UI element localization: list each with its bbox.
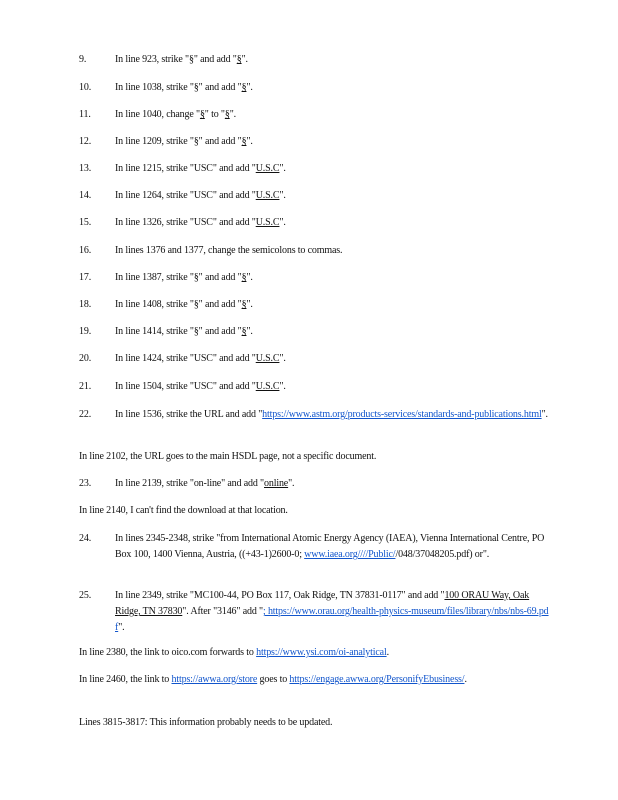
item-text: In line 923, strike "§" and add "§". [115, 54, 248, 65]
item-number: 12. [79, 136, 92, 147]
note-paragraph: In line 2102, the URL goes to the main HSDL page, not a specific document. [79, 451, 377, 462]
item-number: 11. [79, 109, 91, 120]
list-item [79, 215, 549, 231]
orau-link[interactable]: ; https://www.orau.org/health-physics-museum/files/library/nbs/nbs-69.pdf [115, 606, 549, 633]
note-paragraph: In line 2460, the link to https://awwa.org/store goes to https://engage.awwa.org/PersonifyEbusiness/. [79, 674, 467, 685]
inserted-text: U.S.C [255, 163, 280, 174]
item-text: In line 1038, strike "§" and add "§". [115, 82, 253, 93]
inserted-text: online [264, 478, 289, 489]
list-item [79, 270, 549, 286]
item-text: In line 2349, strike "MC100-44, PO Box 117, Oak Ridge, TN 37831-0117" and add "100 ORAU Way, Oak Ridge, TN 37830". After "3146" add "; https://www.orau.org/health-physics-museum/files/library/nbs/nbs-69.pdf". [115, 590, 549, 633]
item-number: 23. [79, 478, 92, 489]
item-number: 19. [79, 326, 92, 337]
inserted-text: § [241, 82, 247, 93]
item-number: 21. [79, 381, 92, 392]
inserted-text: § [241, 299, 247, 310]
list-item [79, 80, 549, 96]
item-number: 22. [79, 409, 92, 420]
list-item [79, 588, 549, 636]
item-number: 15. [79, 217, 92, 228]
item-text: In lines 2345-2348, strike "from International Atomic Energy Agency (IAEA), Vienna International Centre, PO Box 100, 1400 Vienna, Austria, ((+43-1)2600-0; www.iaea.org////Public//048/37048205.pdf) or". [115, 533, 545, 560]
item-text: In line 1209, strike "§" and add "§". [115, 136, 253, 147]
item-text: In line 1387, strike "§" and add "§". [115, 272, 253, 283]
item-text: In line 1414, strike "§" and add "§". [115, 326, 253, 337]
note-paragraph: Lines 3815-3817: This information probably needs to be updated. [79, 717, 333, 728]
item-text: In line 1326, strike "USC" and add "U.S.C". [115, 217, 286, 228]
item-text: In line 1264, strike "USC" and add "U.S.C". [115, 190, 286, 201]
inserted-text: U.S.C [255, 190, 280, 201]
list-item [79, 407, 549, 423]
note-paragraph: In line 2140, I can't find the download at that location. [79, 505, 288, 516]
inserted-text: § [224, 109, 230, 120]
awwa-store-link[interactable]: https://awwa.org/store [171, 674, 258, 685]
item-number: 17. [79, 272, 92, 283]
item-number: 25. [79, 590, 92, 601]
iaea-link[interactable]: www.iaea.org////Public/ [304, 549, 396, 560]
item-text: In line 1536, strike the URL and add "https://www.astm.org/products-services/standards-and-publications.html". [115, 409, 548, 420]
list-item [79, 351, 549, 367]
item-text: In line 1215, strike "USC" and add "U.S.C". [115, 163, 286, 174]
list-item [79, 531, 549, 563]
inserted-text: U.S.C [255, 217, 280, 228]
inserted-text: § [241, 272, 247, 283]
inserted-text: § [241, 136, 247, 147]
inserted-text: § [241, 326, 247, 337]
astm-link[interactable]: https://www.astm.org/products-services/standards-and-publications.html [262, 409, 542, 420]
item-number: 20. [79, 353, 92, 364]
item-text: In line 2139, strike "on-line" and add "online". [115, 478, 295, 489]
item-number: 13. [79, 163, 92, 174]
list-item [79, 161, 549, 177]
item-number: 9. [79, 54, 87, 65]
item-text: In line 1408, strike "§" and add "§". [115, 299, 253, 310]
ysi-link[interactable]: https://www.ysi.com/oi-analytical [256, 647, 387, 658]
note-paragraph: In line 2380, the link to oico.com forwards to https://www.ysi.com/oi-analytical. [79, 647, 389, 658]
awwa-engage-link[interactable]: https://engage.awwa.org/PersonifyEbusiness/ [289, 674, 465, 685]
inserted-text: § [236, 54, 242, 65]
list-item [79, 476, 549, 492]
list-item [79, 324, 549, 340]
inserted-text: 100 ORAU Way, Oak Ridge, TN 37830 [115, 590, 530, 617]
item-text: In line 1504, strike "USC" and add "U.S.C". [115, 381, 286, 392]
item-text: In line 1040, change "§" to "§". [115, 109, 236, 120]
list-item [79, 134, 549, 150]
item-text: In lines 1376 and 1377, change the semicolons to commas. [115, 245, 343, 256]
list-item [79, 107, 549, 123]
list-item [79, 379, 549, 395]
inserted-text: § [199, 109, 205, 120]
list-item [79, 297, 549, 313]
item-text: In line 1424, strike "USC" and add "U.S.C". [115, 353, 286, 364]
item-number: 16. [79, 245, 92, 256]
inserted-text: U.S.C [255, 381, 280, 392]
item-number: 14. [79, 190, 92, 201]
item-number: 10. [79, 82, 92, 93]
list-item [79, 243, 549, 259]
list-item [79, 52, 549, 68]
item-number: 24. [79, 533, 92, 544]
inserted-text: U.S.C [255, 353, 280, 364]
item-number: 18. [79, 299, 92, 310]
list-item [79, 188, 549, 204]
